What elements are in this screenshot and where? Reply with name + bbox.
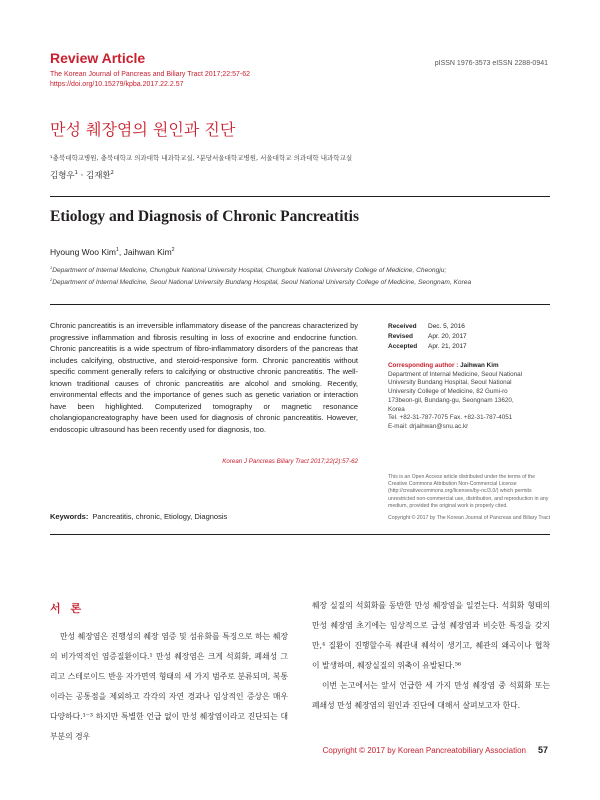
- english-author-1: Hyoung Woo Kim: [50, 247, 116, 257]
- english-affiliation-1: [50, 264, 447, 274]
- journal-copyright: Copyright © 2017 by The Korean Journal of Pancreas and Biliary Tract: [388, 515, 551, 521]
- keywords: [50, 512, 227, 521]
- date-value: Apr. 20, 2017: [428, 333, 467, 340]
- doi-link[interactable]: https://doi.org/10.15279/kpba.2017.22.2.57: [50, 81, 184, 88]
- page-number: 57: [537, 745, 548, 755]
- divider-rule: [50, 304, 550, 305]
- affiliation-1-text: Department of Internal Medicine, Chungbuk National University Hospital, Chungbuk National University College of Medicine, Cheongju;: [52, 267, 447, 274]
- english-author-2-sup: 2: [171, 247, 175, 254]
- issn: pISSN 1976-3573 eISSN 2288-0941: [434, 60, 548, 67]
- english-affiliation-2: [50, 276, 472, 286]
- corresponding-author: [388, 362, 551, 432]
- body-paragraph: 췌장 실질의 석회화를 동반한 만성 췌장염을 일컫는다. 석회화 형태의 만성 췌장염 초기에는 임상적으로 급성 췌장염과 비슷한 특징을 갖지만,⁴ 질환이 진행할수록 췌관내 췌석이 생기고, 췌관의 왜곡이나 협착이 발생하며, 췌장실질의 위축이 유발된다.⁵⁶: [312, 601, 550, 670]
- date-value: Dec. 5, 2016: [428, 323, 465, 330]
- english-title: Etiology and Diagnosis of Chronic Pancreatitis: [50, 208, 360, 225]
- affiliation-2-text: Department of Internal Medicine, Seoul National University Bundang Hospital, Seoul National University College of Medicine, Seongnam, Korea: [52, 279, 472, 286]
- page-footer: [323, 745, 548, 755]
- corresponding-heading: [388, 362, 551, 371]
- date-revised: [388, 332, 551, 342]
- body-column-left: [50, 627, 288, 747]
- english-author-1-sup: 1: [115, 247, 119, 254]
- date-received: [388, 322, 551, 332]
- address-line: Department of Internal Medicine, Seoul National: [388, 370, 523, 378]
- article-dates: [388, 322, 551, 352]
- body-paragraph: 만성 췌장염은 진행성의 췌장 염증 및 섬유화를 특징으로 하는 췌장의 비가역적인 염증질환이다.¹ 만성 췌장염은 크게 석회화, 폐쇄성 그리고 스테로이드 반응 자가면역 형태의 세 가지 범주로 분류되며, 복통이라는 공통점을 제외하고 각각의 자연 경과나 임상적인 증상은 매우 다양하다.¹⁻³ 하지만 특별한 언급 없이 만성 췌장염이라고 진단되는 대부분의 경우: [50, 632, 288, 741]
- abstract-text: Chronic pancreatitis is an irreversible inflammatory disease of the pancreas characterized by progressive inflammation and fibrosis resulting in loss of exocrine and endocrine function. Chronic pancreatitis is a wide spectrum of fibro-inflammatory disorders of the pancreas that includes calcifying, obstructive, and steroid-responsive form. Chronic pancreatitis without specific comment generally refers to calcifying or obstructive chronic pancreatitis. The well-known traditional causes of chronic pancreatitis are alcohol and smoking. Recently, environmental effects and the importance of genes such as genetic variation or interaction have been highlighted. Computerized tomography or magnetic resonance cholangiopancreatography have been used for diagnosis of chronic pancreatitis. However, endoscopic ultrasound has been recently used for diagnosis, too.: [50, 321, 358, 434]
- section-heading: 서 론: [50, 602, 85, 615]
- corresponding-heading-label: Corresponding author :: [388, 362, 461, 369]
- open-access-notice: This is an Open Access article distributed under the terms of the Creative Commons Attribution Non-Commercial License (http://creativecommons.org/licenses/by-nc/3.0/) which permits unrestricted non-commercial use, distribution, and reproduction in any medium, provided the original work is properly cited.: [388, 474, 549, 509]
- address-line: University College of Medicine, 82 Gumi-ro: [388, 388, 508, 396]
- footer-copyright: Copyright © 2017 by Korean Pancreatobiliary Association: [322, 746, 526, 755]
- phone-fax: Tel. +82-31-787-7075 Fax. +82-31-787-4051: [388, 414, 513, 422]
- korean-author-2: 김재환: [86, 171, 111, 181]
- journal-citation: The Korean Journal of Pancreas and Biliary Tract 2017;22:57-62: [50, 71, 251, 78]
- date-label: Revised: [388, 333, 413, 340]
- korean-author-1-sup: 1: [74, 170, 78, 177]
- english-author-separator: ,: [118, 247, 124, 257]
- author-separator: ·: [77, 171, 86, 181]
- date-value: Apr. 21, 2017: [428, 343, 467, 350]
- date-label: Received: [388, 323, 417, 330]
- keywords-text: Pancreatitis, chronic, Etiology, Diagnosis: [92, 512, 228, 521]
- english-author-2: Jaihwan Kim: [123, 247, 172, 257]
- address-line: 173beon-gil, Bundang-gu, Seongnam 13620,: [388, 396, 514, 404]
- korean-author-2-sup: 2: [110, 170, 114, 177]
- article-type: Review Article: [50, 50, 146, 66]
- body-paragraph: 이번 논고에서는 앞서 언급한 세 가지 만성 췌장염 중 석회화 또는 폐쇄성 만성 췌장염의 원인과 진단에 대해서 살펴보고자 한다.: [312, 681, 550, 710]
- korean-affiliation: ¹충북대학교병원, 충북대학교 의과대학 내과학교실, ²분당서울대학교병원, 서울대학교 의과대학 내과학교실: [50, 154, 353, 162]
- korean-author-1: 김형우: [50, 171, 75, 181]
- date-label: Accepted: [388, 343, 418, 350]
- affiliation-1-sup: 1: [50, 264, 53, 270]
- divider-rule: [50, 534, 550, 535]
- keywords-label: Keywords:: [50, 512, 89, 521]
- korean-title: 만성 췌장염의 원인과 진단: [50, 120, 236, 139]
- affiliation-2-sup: 2: [50, 276, 53, 282]
- body-column-right: [312, 596, 550, 716]
- abstract-citation: Korean J Pancreas Biliary Tract 2017;22(2):57-62: [222, 458, 358, 465]
- date-accepted: [388, 342, 551, 352]
- email[interactable]: E-mail: drjaihwan@snu.ac.kr: [388, 422, 469, 430]
- corresponding-name: Jaihwan Kim: [460, 362, 499, 369]
- address-line: University Bundang Hospital, Seoul National: [388, 379, 512, 387]
- korean-authors: [50, 169, 114, 181]
- english-authors: [50, 247, 175, 257]
- divider-rule: [50, 196, 550, 197]
- address-line: Korea: [388, 405, 405, 413]
